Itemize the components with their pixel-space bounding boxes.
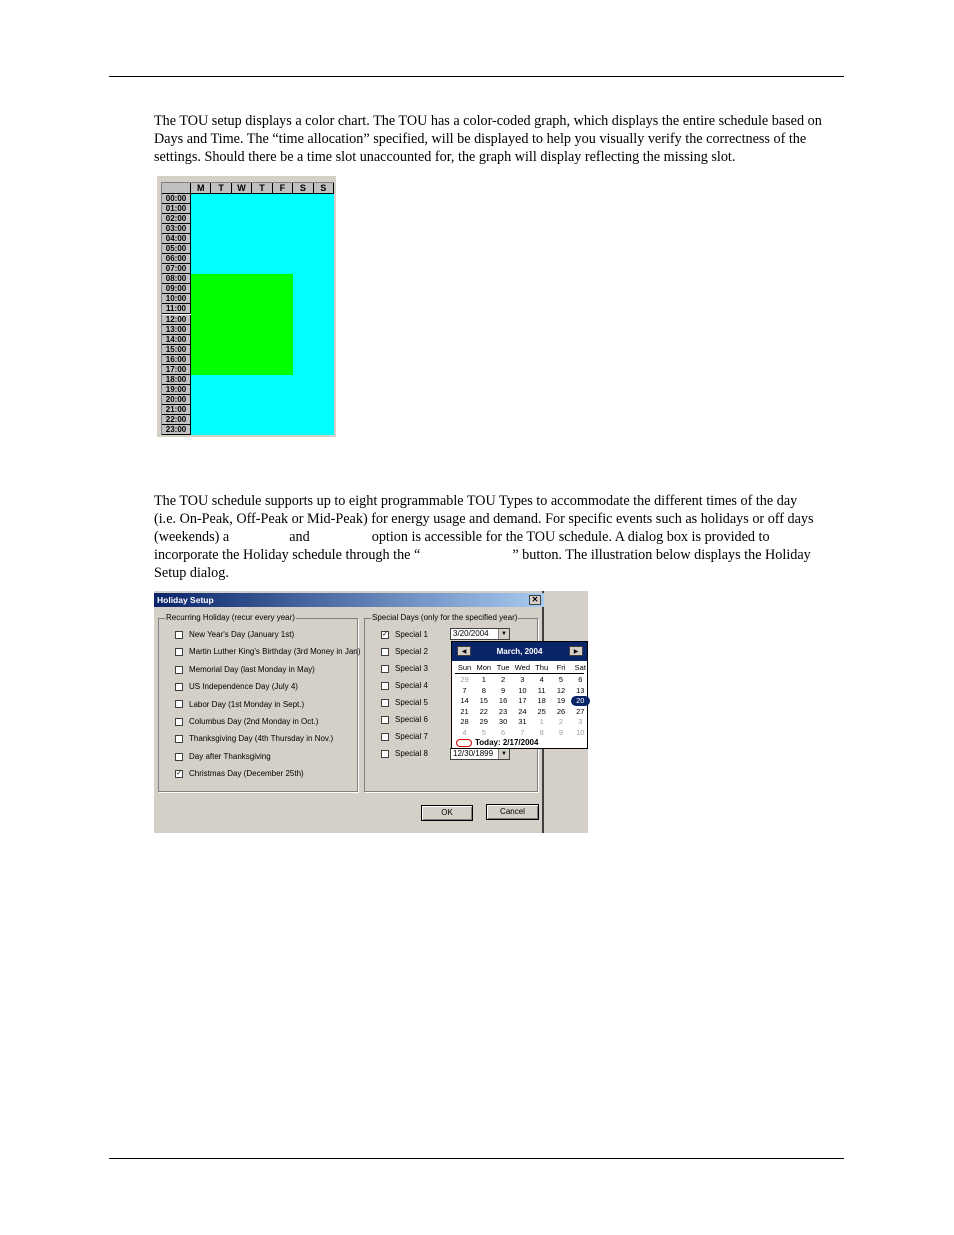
checkbox[interactable] xyxy=(175,683,183,691)
recurring-holiday-item[interactable] xyxy=(175,716,318,728)
calendar-today[interactable] xyxy=(456,738,538,748)
checkbox[interactable] xyxy=(381,665,389,673)
special-day-label: Special 6 xyxy=(395,715,428,724)
cancel-button[interactable]: Cancel xyxy=(486,804,539,820)
checkbox[interactable] xyxy=(175,648,183,656)
calendar-day[interactable]: 5 xyxy=(558,675,564,684)
recurring-holiday-item[interactable] xyxy=(175,664,315,676)
recurring-holiday-label: Christmas Day (December 25th) xyxy=(189,769,304,779)
special-day-label: Special 3 xyxy=(395,664,428,673)
day-header: S xyxy=(314,183,334,194)
special-day-item[interactable] xyxy=(381,646,428,658)
special-day-item[interactable] xyxy=(381,697,428,709)
calendar-day[interactable]: 28 xyxy=(460,717,469,726)
para2-line3 xyxy=(154,528,834,546)
recurring-holiday-item[interactable] xyxy=(175,768,304,780)
hour-label: 16:00 xyxy=(162,355,191,365)
calendar-day[interactable]: 11 xyxy=(537,685,546,695)
hour-label: 17:00 xyxy=(162,365,191,375)
special8-date-value: 12/30/1899 xyxy=(453,749,494,758)
hour-label: 05:00 xyxy=(162,244,191,254)
calendar-day[interactable]: 23 xyxy=(498,706,508,716)
hour-label: 19:00 xyxy=(162,385,191,395)
special-day-item[interactable] xyxy=(381,731,428,743)
special1-date-value: 3/20/2004 xyxy=(453,629,489,638)
hour-label: 01:00 xyxy=(162,204,191,214)
checkbox[interactable] xyxy=(175,631,183,639)
para2-line5: Setup dialog. xyxy=(154,565,229,581)
hour-label: 11:00 xyxy=(162,304,191,314)
special-day-label: Special 7 xyxy=(395,732,428,741)
hour-label: 18:00 xyxy=(162,375,191,385)
calendar-day[interactable]: 3 xyxy=(578,717,583,726)
calendar-day[interactable]: 3 xyxy=(520,675,525,684)
hour-label: 20:00 xyxy=(162,395,191,405)
calendar-divider xyxy=(455,673,584,674)
calendar-today-label: Today: 2/17/2004 xyxy=(475,738,539,747)
hour-label: 23:00 xyxy=(162,425,191,435)
calendar-day[interactable]: 7 xyxy=(520,727,525,737)
footer-rule xyxy=(109,1158,844,1159)
calendar-day[interactable]: 31 xyxy=(518,717,527,726)
checkbox[interactable] xyxy=(175,718,183,726)
calendar-day[interactable]: 13 xyxy=(576,685,585,695)
checkbox[interactable] xyxy=(381,750,389,758)
calendar-day[interactable]: 22 xyxy=(479,706,488,716)
hour-label: 00:00 xyxy=(162,194,191,204)
para2-line2: (i.e. On-Peak, Off-Peak or Mid-Peak) for energy usage and demand. For specific events such as holidays or off days xyxy=(154,511,814,527)
calendar-day[interactable]: 6 xyxy=(501,727,506,737)
highlight-block xyxy=(191,274,293,374)
special-days-title: Special Days (only for the specified year) xyxy=(372,613,518,622)
recurring-holiday-label: Labor Day (1st Monday in Sept.) xyxy=(189,699,305,709)
hour-label: 07:00 xyxy=(162,264,191,274)
calendar-day[interactable]: 1 xyxy=(539,717,544,726)
special-day-label: Special 8 xyxy=(395,749,428,758)
special-day-label: Special 2 xyxy=(395,647,428,656)
header-rule xyxy=(109,76,844,77)
checkbox[interactable] xyxy=(175,735,183,743)
para2-line4 xyxy=(154,546,834,564)
holiday-setup-screenshot xyxy=(154,591,588,833)
checkbox[interactable] xyxy=(175,700,183,708)
recurring-holiday-group xyxy=(158,613,361,792)
date-picker-calendar xyxy=(451,641,588,749)
calendar-day[interactable]: 29 xyxy=(479,717,488,726)
chevron-down-icon[interactable]: ▼ xyxy=(498,629,509,639)
recurring-holiday-item[interactable] xyxy=(175,733,333,745)
special-day-item[interactable] xyxy=(381,680,428,692)
calendar-day[interactable]: 2 xyxy=(501,675,506,684)
calendar-day[interactable]: 26 xyxy=(556,706,566,716)
recurring-holiday-label: Memorial Day (last Monday in May) xyxy=(189,664,315,674)
day-header: W xyxy=(232,183,252,194)
day-header: T xyxy=(252,183,272,194)
calendar-day[interactable]: 9 xyxy=(558,727,564,737)
hour-label: 08:00 xyxy=(162,274,191,284)
recurring-holiday-label: Columbus Day (2nd Monday in Oct.) xyxy=(189,717,319,726)
day-header: F xyxy=(273,183,293,194)
calendar-day[interactable]: 27 xyxy=(576,706,585,716)
para2-line1: The TOU schedule supports up to eight programmable TOU Types to accommodate the different times of the day xyxy=(154,493,798,509)
checkbox[interactable]: ✓ xyxy=(176,770,182,778)
tou-types-paragraph xyxy=(154,492,834,582)
calendar-day[interactable]: 15 xyxy=(479,696,488,705)
checkbox[interactable] xyxy=(381,733,389,741)
hour-label: 09:00 xyxy=(162,284,191,294)
weekday-label: Sat xyxy=(574,663,586,672)
special-day-item[interactable] xyxy=(381,663,428,675)
hour-label: 12:00 xyxy=(162,315,191,325)
hour-label: 22:00 xyxy=(162,415,191,425)
recurring-holiday-item[interactable] xyxy=(175,629,294,641)
special-day-label: Special 4 xyxy=(395,681,428,690)
weekday-label: Sun xyxy=(457,663,472,672)
next-month-icon[interactable]: ▶ xyxy=(569,646,583,656)
calendar-day[interactable]: 4 xyxy=(462,727,467,737)
checkbox[interactable] xyxy=(175,666,183,674)
calendar-day[interactable]: 6 xyxy=(578,675,583,684)
calendar-month-label: March, 2004 xyxy=(496,647,543,656)
special-day-item[interactable] xyxy=(381,748,428,760)
calendar-day[interactable]: 8 xyxy=(481,685,486,695)
recurring-holiday-item[interactable] xyxy=(175,699,304,711)
tou-color-chart xyxy=(157,176,336,437)
checkbox[interactable] xyxy=(381,648,389,656)
calendar-day[interactable]: 10 xyxy=(518,685,527,695)
hour-label: 13:00 xyxy=(162,325,191,335)
calendar-day[interactable]: 9 xyxy=(501,685,506,695)
checkbox[interactable] xyxy=(381,716,389,724)
checkbox[interactable]: ✓ xyxy=(382,630,388,638)
checkbox[interactable] xyxy=(381,699,389,707)
calendar-day[interactable]: 17 xyxy=(518,696,527,705)
special-day-item[interactable] xyxy=(381,714,428,726)
calendar-day[interactable]: 29 xyxy=(460,675,469,684)
calendar-day-selected[interactable]: 20 xyxy=(571,696,590,706)
special-day-label: Special 1 xyxy=(395,630,428,639)
special1-date-combo[interactable] xyxy=(450,628,510,640)
recurring-holiday-item[interactable] xyxy=(175,751,271,763)
checkbox[interactable] xyxy=(175,753,183,761)
calendar-day[interactable]: 7 xyxy=(462,685,467,695)
schedule-cells xyxy=(191,194,334,435)
para2-line4a: incorporate the Holiday schedule through the “ xyxy=(154,547,421,563)
special8-date-combo[interactable] xyxy=(450,748,510,760)
recurring-holiday-item[interactable] xyxy=(175,646,360,658)
special-day-item[interactable] xyxy=(381,629,428,641)
day-header: S xyxy=(293,183,313,194)
dialog-title: Holiday Setup xyxy=(157,595,214,605)
calendar-day[interactable]: 10 xyxy=(576,727,585,737)
day-header: T xyxy=(211,183,231,194)
special-day-label: Special 5 xyxy=(395,698,428,707)
calendar-day[interactable]: 24 xyxy=(518,706,527,716)
para2-line3a: (weekends) a xyxy=(154,529,230,545)
hour-label: 14:00 xyxy=(162,335,191,345)
close-button[interactable]: ✕ xyxy=(529,595,541,605)
calendar-day[interactable]: 21 xyxy=(460,706,469,716)
prev-month-icon[interactable]: ◀ xyxy=(457,646,471,656)
weekday-label: Mon xyxy=(476,663,492,672)
para2-line4b: ” button. The illustration below displays the Holiday xyxy=(512,547,811,563)
weekday-label: Fri xyxy=(556,663,566,672)
hour-label: 10:00 xyxy=(162,294,191,304)
day-header: M xyxy=(191,183,211,194)
calendar-day[interactable]: 1 xyxy=(481,675,486,684)
para2-line3b: and xyxy=(289,529,310,545)
calendar-day[interactable]: 2 xyxy=(558,717,564,726)
calendar-header xyxy=(452,642,587,661)
calendar-day[interactable]: 19 xyxy=(556,696,566,705)
recurring-holiday-label: Thanksgiving Day (4th Thursday in Nov.) xyxy=(189,734,334,744)
calendar-day[interactable]: 4 xyxy=(539,675,544,684)
calendar-day[interactable]: 16 xyxy=(498,696,508,705)
weekday-label: Tue xyxy=(496,663,510,672)
calendar-day[interactable]: 12 xyxy=(556,685,566,695)
dialog-titlebar[interactable] xyxy=(154,593,544,607)
checkbox[interactable] xyxy=(381,682,389,690)
calendar-day[interactable]: 8 xyxy=(539,727,544,737)
weekday-label: Thu xyxy=(535,663,549,672)
hour-label: 04:00 xyxy=(162,234,191,244)
ok-button[interactable]: OK xyxy=(421,805,473,821)
grid-corner xyxy=(162,183,191,194)
calendar-day[interactable]: 18 xyxy=(537,696,546,705)
hour-label: 02:00 xyxy=(162,214,191,224)
recurring-holiday-label: New Year's Day (January 1st) xyxy=(189,630,295,639)
tou-grid xyxy=(161,182,334,435)
recurring-holiday-title: Recurring Holiday (recur every year) xyxy=(166,613,295,622)
hour-label: 03:00 xyxy=(162,224,191,234)
intro-paragraph: The TOU setup displays a color chart. The TOU has a color-coded graph, which displays the entire schedule based on Days and Time. The “time allocation” specified, will be displayed to help you visually verify the correctness of the settings. Should there be a time slot unaccounted for, the graph will display reflecting the missing slot. xyxy=(154,113,822,165)
para2-line3c: option is accessible for the TOU schedule. A dialog box is provided to xyxy=(371,529,770,545)
recurring-holiday-label: Martin Luther King's Birthday (3rd Money in Jan) xyxy=(189,647,361,657)
hour-label: 21:00 xyxy=(162,405,191,415)
recurring-holiday-label: Day after Thanksgiving xyxy=(189,751,271,761)
calendar-day[interactable]: 14 xyxy=(460,696,469,705)
calendar-day[interactable]: 30 xyxy=(498,717,508,726)
calendar-day[interactable]: 25 xyxy=(537,706,546,716)
hour-label: 06:00 xyxy=(162,254,191,264)
recurring-holiday-item[interactable] xyxy=(175,681,298,693)
hour-label: 15:00 xyxy=(162,345,191,355)
today-circle-icon xyxy=(456,739,472,747)
weekday-label: Wed xyxy=(514,663,531,672)
chevron-down-icon[interactable]: ▼ xyxy=(498,749,509,759)
recurring-holiday-label: US Independence Day (July 4) xyxy=(189,682,298,692)
calendar-day[interactable]: 5 xyxy=(481,727,486,737)
